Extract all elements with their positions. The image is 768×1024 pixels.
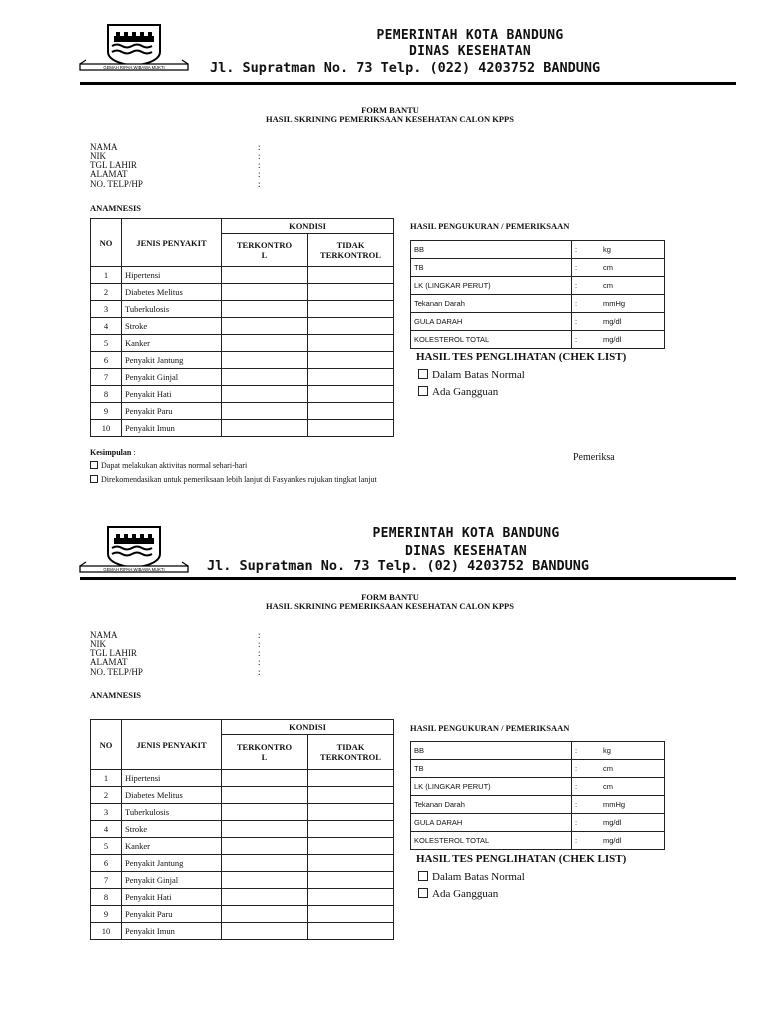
col-header-no: NO [91,720,122,770]
measurement-label: Tekanan Darah [411,295,572,313]
row-number: 9 [91,403,122,420]
header-address: Jl. Supratman No. 73 Telp. (022) 4203752 BANDUNG [210,60,601,76]
colon: : [258,630,261,640]
colon: : [258,667,261,677]
disease-name: Tuberkulosis [122,301,222,318]
uncontrolled-cell[interactable] [308,335,394,352]
uncontrolled-cell[interactable] [308,301,394,318]
anamnesis-heading: ANAMNESIS [90,690,142,700]
colon: : [258,151,261,161]
measurement-unit: mmHg [603,800,626,809]
measurement-value-cell[interactable] [572,241,665,259]
form-subtitle: HASIL SKRINING PEMERIKSAAN KESEHATAN CALON KPPS [266,601,514,611]
vision-test-heading: HASIL TES PENGLIHATAN (CHEK LIST) [416,853,627,865]
header-address: Jl. Supratman No. 73 Telp. (02) 4203752 BANDUNG [207,558,590,574]
controlled-cell[interactable] [222,821,308,838]
measurement-label: TB [411,259,572,277]
form-sheet-1 [0,0,768,500]
measurement-row [411,331,665,349]
disease-name: Penyakit Imun [122,923,222,940]
row-number: 6 [91,855,122,872]
controlled-cell[interactable] [222,855,308,872]
col-header-controlled: TERKONTRO L [222,735,308,770]
table-row [91,855,394,872]
colon: : [258,169,261,179]
row-number: 7 [91,872,122,889]
measurement-value-cell[interactable] [572,259,665,277]
field-label-address: ALAMAT [90,169,128,179]
checkbox-icon[interactable] [418,369,428,379]
colon: : [575,245,578,254]
controlled-cell[interactable] [222,301,308,318]
row-number: 4 [91,821,122,838]
measurement-value-cell[interactable] [572,814,665,832]
table-row [91,838,394,855]
col-header-controlled: TERKONTRO L [222,234,308,267]
controlled-cell[interactable] [222,369,308,386]
disease-name: Kanker [122,838,222,855]
table-row [91,267,394,284]
table-row [91,923,394,940]
colon: : [575,836,578,845]
field-label-nik: NIK [90,151,106,161]
measurement-row [411,778,665,796]
measurement-unit: kg [603,746,611,755]
controlled-cell[interactable] [222,872,308,889]
row-number: 1 [91,770,122,787]
controlled-cell[interactable] [222,787,308,804]
measurement-label: LK (LINGKAR PERUT) [411,277,572,295]
uncontrolled-cell[interactable] [308,804,394,821]
measurement-label: KOLESTEROL TOTAL [411,331,572,349]
uncontrolled-cell[interactable] [308,318,394,335]
measurement-heading: HASIL PENGUKURAN / PEMERIKSAAN [410,221,570,231]
table-row [91,318,394,335]
controlled-cell[interactable] [222,403,308,420]
disease-name: Kanker [122,335,222,352]
row-number: 5 [91,335,122,352]
controlled-cell[interactable] [222,889,308,906]
measurement-unit: cm [603,782,613,791]
examiner-label: Pemeriksa [573,452,615,463]
measurement-unit: cm [603,263,613,272]
checkbox-icon[interactable] [418,386,428,396]
uncontrolled-cell[interactable] [308,872,394,889]
colon: : [258,639,261,649]
controlled-cell[interactable] [222,335,308,352]
col-header-uncontrolled: TIDAK TERKONTROL [308,234,394,267]
row-number: 4 [91,318,122,335]
form-sheet-2 [0,502,768,1002]
uncontrolled-cell[interactable] [308,889,394,906]
colon: : [575,782,578,791]
conclusion-heading: Kesimpulan : [90,448,136,457]
row-number: 10 [91,420,122,437]
measurement-unit: kg [603,245,611,254]
field-label-address: ALAMAT [90,657,128,667]
measurement-unit: mg/dl [603,317,622,326]
disease-name: Stroke [122,318,222,335]
controlled-cell[interactable] [222,770,308,787]
measurement-value-cell[interactable] [572,742,665,760]
disease-name: Tuberkulosis [122,804,222,821]
colon: : [575,317,578,326]
colon: : [575,764,578,773]
measurement-row [411,760,665,778]
uncontrolled-cell[interactable] [308,838,394,855]
anamnesis-heading: ANAMNESIS [90,203,142,213]
measurement-label: TB [411,760,572,778]
vision-test-heading: HASIL TES PENGLIHATAN (CHEK LIST) [416,351,627,363]
measurement-label: Tekanan Darah [411,796,572,814]
table-row [91,787,394,804]
colon: : [575,800,578,809]
uncontrolled-cell[interactable] [308,352,394,369]
measurement-value-cell[interactable] [572,778,665,796]
colon: : [258,142,261,152]
colon: : [575,335,578,344]
controlled-cell[interactable] [222,838,308,855]
measurement-label: LK (LINGKAR PERUT) [411,778,572,796]
vision-option-normal[interactable]: Dalam Batas Normal [418,871,525,883]
col-header-no: NO [91,219,122,267]
field-label-dob: TGL LAHIR [90,648,137,658]
colon: : [575,746,578,755]
table-row [91,335,394,352]
row-number: 10 [91,923,122,940]
row-number: 9 [91,906,122,923]
form-subtitle: HASIL SKRINING PEMERIKSAAN KESEHATAN CALON KPPS [266,114,514,124]
col-header-disease: JENIS PENYAKIT [122,219,222,267]
colon: : [575,818,578,827]
city-emblem-logo [78,22,190,74]
row-number: 2 [91,787,122,804]
field-label-dob: TGL LAHIR [90,160,137,170]
disease-name: Penyakit Ginjal [122,872,222,889]
row-number: 5 [91,838,122,855]
logo-motto-text: GEMAH RIPAH WIBAWA MUKTI [103,567,165,572]
row-number: 3 [91,804,122,821]
disease-name: Penyakit Hati [122,386,222,403]
measurement-unit: mg/dl [603,818,622,827]
table-row [91,804,394,821]
measurement-value-cell[interactable] [572,295,665,313]
row-number: 2 [91,284,122,301]
measurement-row [411,295,665,313]
measurement-label: BB [411,241,572,259]
vision-option-disorder[interactable]: Ada Gangguan [418,386,498,398]
uncontrolled-cell[interactable] [308,906,394,923]
uncontrolled-cell[interactable] [308,284,394,301]
measurement-label: GULA DARAH [411,313,572,331]
disease-name: Penyakit Imun [122,420,222,437]
measurement-row [411,796,665,814]
form-title: FORM BANTU [361,592,419,602]
logo-motto-text: GEMAH RIPAH WIBAWA MUKTI [103,65,165,70]
disease-name: Penyakit Hati [122,889,222,906]
disease-name: Hipertensi [122,267,222,284]
colon: : [258,648,261,658]
disease-name: Stroke [122,821,222,838]
table-row [91,386,394,403]
field-label-name: NAMA [90,142,118,152]
uncontrolled-cell[interactable] [308,787,394,804]
controlled-cell[interactable] [222,318,308,335]
field-label-name: NAMA [90,630,118,640]
measurement-table [410,741,665,850]
controlled-cell[interactable] [222,420,308,437]
disease-name: Diabetes Melitus [122,284,222,301]
checkbox-icon[interactable] [90,461,98,469]
measurement-row [411,277,665,295]
controlled-cell[interactable] [222,386,308,403]
uncontrolled-cell[interactable] [308,855,394,872]
measurement-unit: cm [603,764,613,773]
field-label-nik: NIK [90,639,106,649]
uncontrolled-cell[interactable] [308,420,394,437]
vision-option-disorder[interactable]: Ada Gangguan [418,888,498,900]
header-divider [80,82,736,85]
measurement-label: BB [411,742,572,760]
table-row [91,906,394,923]
header-government: PEMERINTAH KOTA BANDUNG [372,526,560,541]
table-row [91,770,394,787]
anamnesis-table [90,218,394,437]
table-row [91,403,394,420]
col-header-uncontrolled: TIDAK TERKONTROL [308,735,394,770]
measurement-unit: mmHg [603,299,626,308]
field-label-phone: NO. TELP/HP [90,667,143,677]
uncontrolled-cell[interactable] [308,369,394,386]
measurement-value-cell[interactable] [572,832,665,850]
measurement-row [411,832,665,850]
measurement-value-cell[interactable] [572,331,665,349]
colon: : [575,281,578,290]
row-number: 8 [91,386,122,403]
controlled-cell[interactable] [222,923,308,940]
disease-name: Penyakit Jantung [122,855,222,872]
disease-name: Penyakit Paru [122,403,222,420]
controlled-cell[interactable] [222,267,308,284]
row-number: 3 [91,301,122,318]
measurement-row [411,742,665,760]
measurement-value-cell[interactable] [572,313,665,331]
disease-name: Penyakit Ginjal [122,369,222,386]
vision-option-normal[interactable]: Dalam Batas Normal [418,369,525,381]
city-emblem-logo [78,524,190,576]
controlled-cell[interactable] [222,804,308,821]
conclusion-option-referral[interactable]: Direkomendasikan untuk pemeriksaan lebih lanjut di Fasyankes rujukan tingkat lanjut [90,475,377,484]
uncontrolled-cell[interactable] [308,267,394,284]
colon: : [258,160,261,170]
checkbox-icon[interactable] [90,475,98,483]
anamnesis-table [90,719,394,940]
measurement-value-cell[interactable] [572,796,665,814]
col-header-disease: JENIS PENYAKIT [122,720,222,770]
disease-name: Penyakit Paru [122,906,222,923]
checkbox-icon[interactable] [418,871,428,881]
table-row [91,821,394,838]
uncontrolled-cell[interactable] [308,923,394,940]
measurement-unit: mg/dl [603,335,622,344]
header-government: PEMERINTAH KOTA BANDUNG [376,28,564,43]
disease-name: Diabetes Melitus [122,787,222,804]
table-row [91,301,394,318]
col-header-condition: KONDISI [222,720,394,735]
table-row [91,420,394,437]
row-number: 8 [91,889,122,906]
measurement-label: KOLESTEROL TOTAL [411,832,572,850]
table-row [91,889,394,906]
measurement-value-cell[interactable] [572,760,665,778]
measurement-row [411,313,665,331]
measurement-row [411,814,665,832]
conclusion-option-normal[interactable]: Dapat melakukan aktivitas normal sehari-hari [90,461,247,470]
form-title: FORM BANTU [361,105,419,115]
header-department: DINAS KESEHATAN [409,44,531,59]
table-row [91,872,394,889]
checkbox-icon[interactable] [418,888,428,898]
field-label-phone: NO. TELP/HP [90,179,143,189]
row-number: 1 [91,267,122,284]
table-row [91,369,394,386]
row-number: 7 [91,369,122,386]
row-number: 6 [91,352,122,369]
disease-name: Hipertensi [122,770,222,787]
uncontrolled-cell[interactable] [308,821,394,838]
controlled-cell[interactable] [222,352,308,369]
table-row [91,352,394,369]
disease-name: Penyakit Jantung [122,352,222,369]
uncontrolled-cell[interactable] [308,770,394,787]
colon: : [258,657,261,667]
measurement-heading: HASIL PENGUKURAN / PEMERIKSAAN [410,723,570,733]
measurement-row [411,259,665,277]
colon: : [575,263,578,272]
uncontrolled-cell[interactable] [308,403,394,420]
measurement-unit: mg/dl [603,836,622,845]
measurement-label: GULA DARAH [411,814,572,832]
colon: : [575,299,578,308]
measurement-value-cell[interactable] [572,277,665,295]
header-department: DINAS KESEHATAN [405,544,527,559]
measurement-row [411,241,665,259]
colon: : [258,179,261,189]
measurement-table [410,240,665,349]
measurement-unit: cm [603,281,613,290]
uncontrolled-cell[interactable] [308,386,394,403]
controlled-cell[interactable] [222,906,308,923]
header-divider [80,577,736,580]
controlled-cell[interactable] [222,284,308,301]
table-row [91,284,394,301]
col-header-condition: KONDISI [222,219,394,234]
